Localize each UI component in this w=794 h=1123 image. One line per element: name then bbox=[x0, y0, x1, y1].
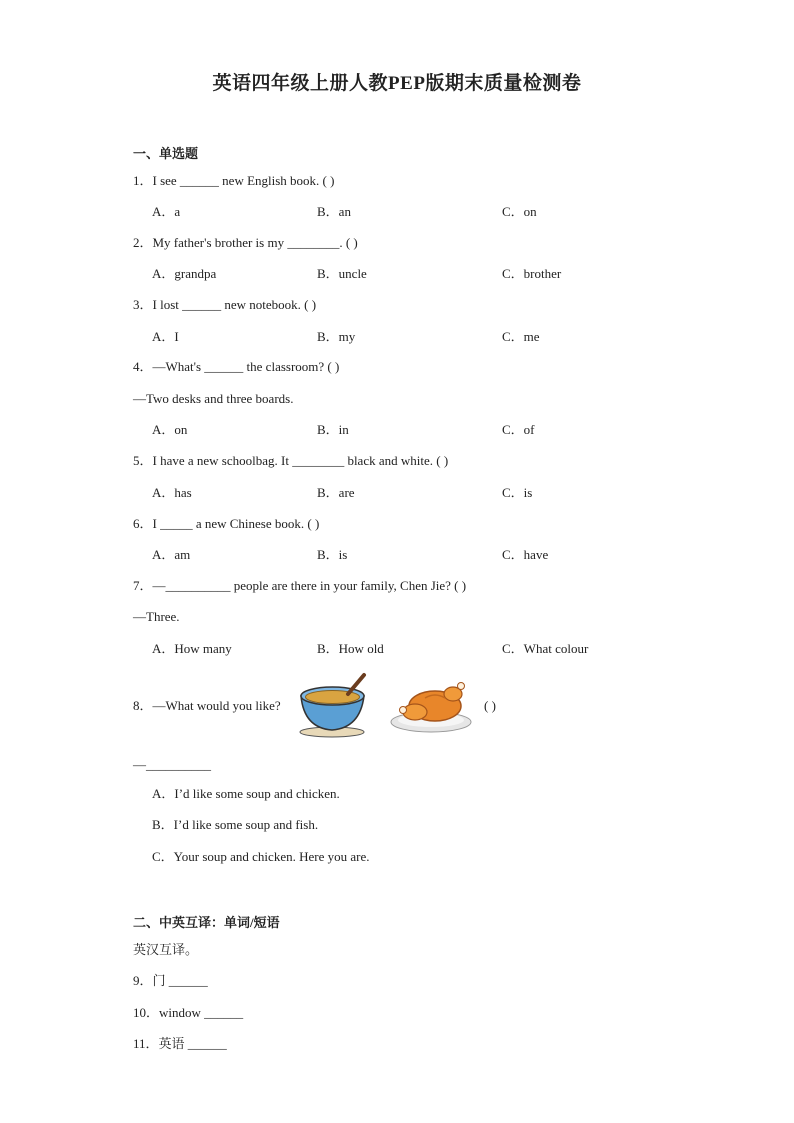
question-6-option-c[interactable]: C．have bbox=[502, 547, 549, 562]
question-9[interactable]: 9．门 ______ bbox=[133, 973, 208, 988]
question-2-stem: 2．My father's brother is my ________. ( ) bbox=[133, 235, 358, 250]
question-1-option-b[interactable]: B．an bbox=[317, 204, 351, 219]
question-11[interactable]: 11．英语 ______ bbox=[133, 1036, 227, 1051]
question-5-stem: 5．I have a new schoolbag. It ________ black and white. ( ) bbox=[133, 453, 449, 468]
question-6-stem: 6．I _____ a new Chinese book. ( ) bbox=[133, 516, 320, 531]
question-3-option-a[interactable]: A．I bbox=[152, 329, 179, 344]
question-5-option-a[interactable]: A．has bbox=[152, 485, 192, 500]
question-1-stem: 1．I see ______ new English book. ( ) bbox=[133, 173, 335, 188]
question-3-option-c[interactable]: C．me bbox=[502, 329, 540, 344]
question-6-option-a[interactable]: A．am bbox=[152, 547, 191, 562]
question-7-option-a[interactable]: A．How many bbox=[152, 641, 232, 656]
question-2-option-c[interactable]: C．brother bbox=[502, 266, 562, 281]
question-1-option-a[interactable]: A．a bbox=[152, 204, 181, 219]
question-8-stem: 8．—What would you like? bbox=[133, 698, 281, 713]
question-7-option-b[interactable]: B．How old bbox=[317, 641, 384, 656]
question-8-option-c[interactable]: C．Your soup and chicken. Here you are. bbox=[152, 849, 370, 864]
question-4-option-c[interactable]: C．of bbox=[502, 422, 535, 437]
question-4-option-a[interactable]: A．on bbox=[152, 422, 188, 437]
question-4-option-b[interactable]: B．in bbox=[317, 422, 349, 437]
question-1-option-c[interactable]: C．on bbox=[502, 204, 537, 219]
section-2-instruction: 英汉互译。 bbox=[133, 942, 199, 957]
question-2-option-b[interactable]: B．uncle bbox=[317, 266, 367, 281]
question-6-option-b[interactable]: B．is bbox=[317, 547, 348, 562]
question-8-option-a[interactable]: A．I’d like some soup and chicken. bbox=[152, 786, 340, 801]
question-7-stem: 7．—__________ people are there in your family, Chen Jie? ( ) bbox=[133, 578, 467, 593]
section-heading-single-choice: 一、单选题 bbox=[133, 146, 199, 161]
question-2-option-a[interactable]: A．grandpa bbox=[152, 266, 217, 281]
question-3-option-b[interactable]: B．my bbox=[317, 329, 356, 344]
roast-chicken-image bbox=[389, 676, 473, 734]
soup-bowl-image bbox=[298, 672, 370, 738]
document-title: 英语四年级上册人教PEP版期末质量检测卷 bbox=[212, 73, 582, 94]
question-4-reply: —Two desks and three boards. bbox=[133, 391, 294, 406]
question-8-option-b[interactable]: B．I’d like some soup and fish. bbox=[152, 817, 319, 832]
section-heading-translation: 二、中英互译：单词/短语 bbox=[133, 915, 280, 930]
question-8-answer-paren: ( ) bbox=[484, 698, 496, 713]
question-8-reply: —__________ bbox=[133, 757, 211, 772]
question-5-option-c[interactable]: C．is bbox=[502, 485, 533, 500]
question-5-option-b[interactable]: B．are bbox=[317, 485, 355, 500]
question-7-reply: —Three. bbox=[133, 609, 180, 624]
question-4-stem: 4．—What's ______ the classroom? ( ) bbox=[133, 359, 340, 374]
question-7-option-c[interactable]: C．What colour bbox=[502, 641, 589, 656]
question-3-stem: 3．I lost ______ new notebook. ( ) bbox=[133, 297, 317, 312]
question-10[interactable]: 10．window ______ bbox=[133, 1005, 244, 1020]
